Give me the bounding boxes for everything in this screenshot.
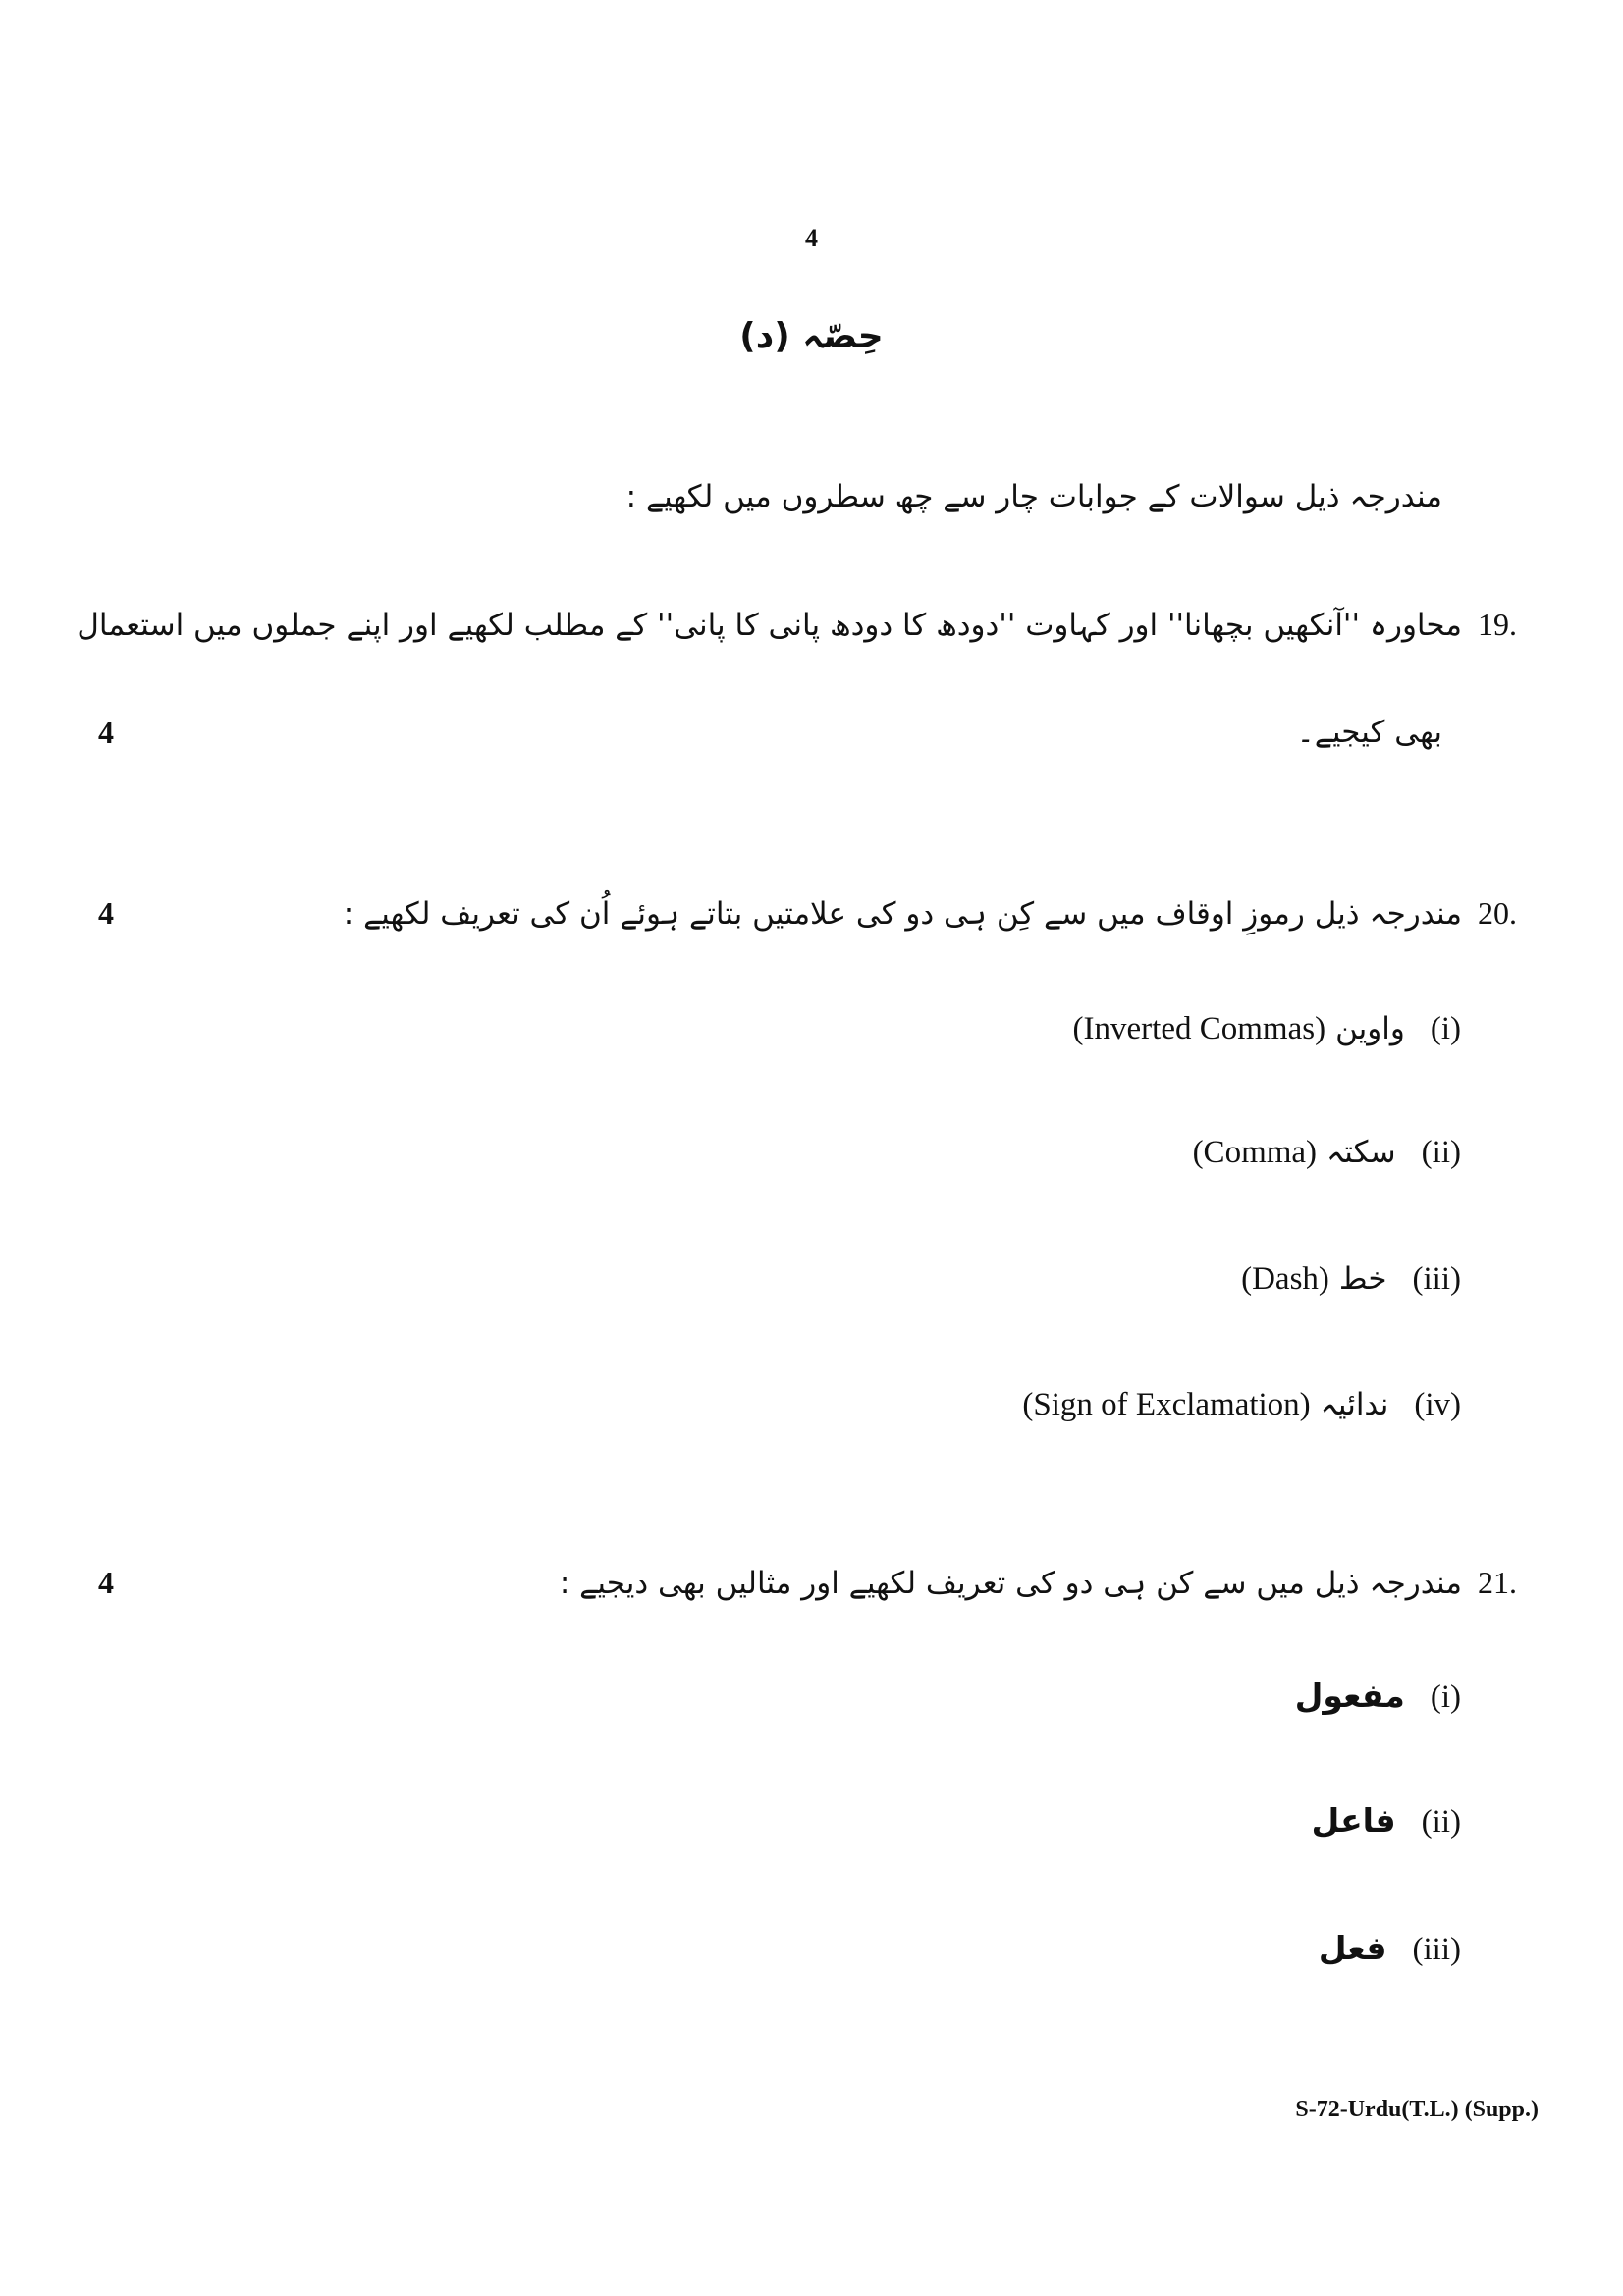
option-subject	[1312, 1801, 1461, 1841]
question-19-continuation: بھی کیجیے۔	[1296, 715, 1442, 750]
option-urdu-term: فاعل	[1311, 1801, 1396, 1840]
question-21	[560, 1565, 1539, 1601]
page-number: 4	[805, 224, 818, 252]
option-urdu-term: واوین	[1335, 1011, 1405, 1046]
option-label: (iii)	[1412, 1932, 1461, 1967]
option-english-term: (Comma)	[1192, 1135, 1318, 1170]
question-19-marks: 4	[98, 715, 114, 750]
question-number: 19.	[1478, 607, 1517, 642]
option-label: (i)	[1430, 1011, 1461, 1046]
option-dash	[1241, 1261, 1461, 1298]
option-urdu-term: ندائیہ	[1320, 1387, 1389, 1422]
question-text: مندرجہ ذیل میں سے کن ہی دو کی تعریف لکھیے اور مثالیں بھی دیجیے :	[559, 1566, 1462, 1601]
option-exclamation	[1022, 1387, 1461, 1423]
question-text: محاورہ ''آنکھیں بچھانا'' اور کہاوت ''دودھ کا دودھ پانی کا پانی'' کے مطلب لکھیے اور اپنے جملوں میں استعمال	[77, 608, 1462, 643]
option-verb	[1319, 1929, 1461, 1968]
question-20	[344, 895, 1539, 932]
option-label: (ii)	[1421, 1804, 1461, 1840]
question-19	[77, 607, 1539, 643]
option-comma	[1193, 1135, 1461, 1171]
option-english-term: (Inverted Commas)	[1072, 1011, 1326, 1046]
option-urdu-term: مفعول	[1294, 1677, 1405, 1715]
option-object	[1295, 1677, 1461, 1716]
question-20-marks: 4	[98, 895, 114, 931]
option-label: (ii)	[1421, 1135, 1461, 1170]
option-urdu-term: خط	[1338, 1261, 1387, 1297]
option-label: (iii)	[1412, 1261, 1461, 1297]
option-label: (i)	[1430, 1680, 1461, 1715]
question-21-marks: 4	[98, 1565, 114, 1600]
option-english-term: (Dash)	[1241, 1261, 1329, 1297]
question-text: مندرجہ ذیل رموزِ اوقاف میں سے کِن ہی دو کی علامتیں بتاتے ہوئے اُن کی تعریف لکھیے :	[343, 896, 1462, 932]
question-number: 20.	[1478, 895, 1517, 931]
section-instruction: مندرجہ ذیل سوالات کے جوابات چار سے چھ سطروں میں لکھیے :	[625, 479, 1442, 514]
question-number: 21.	[1478, 1565, 1517, 1600]
section-title: حِصّہ (د)	[739, 316, 884, 356]
option-urdu-term: سکتہ	[1326, 1135, 1396, 1170]
option-english-term: (Sign of Exclamation)	[1022, 1387, 1311, 1422]
option-inverted-commas	[1073, 1011, 1461, 1047]
paper-code-footer: S-72-Urdu(T.L.) (Supp.)	[1295, 2097, 1539, 2122]
option-urdu-term: فعل	[1318, 1929, 1387, 1967]
option-label: (iv)	[1414, 1387, 1461, 1422]
